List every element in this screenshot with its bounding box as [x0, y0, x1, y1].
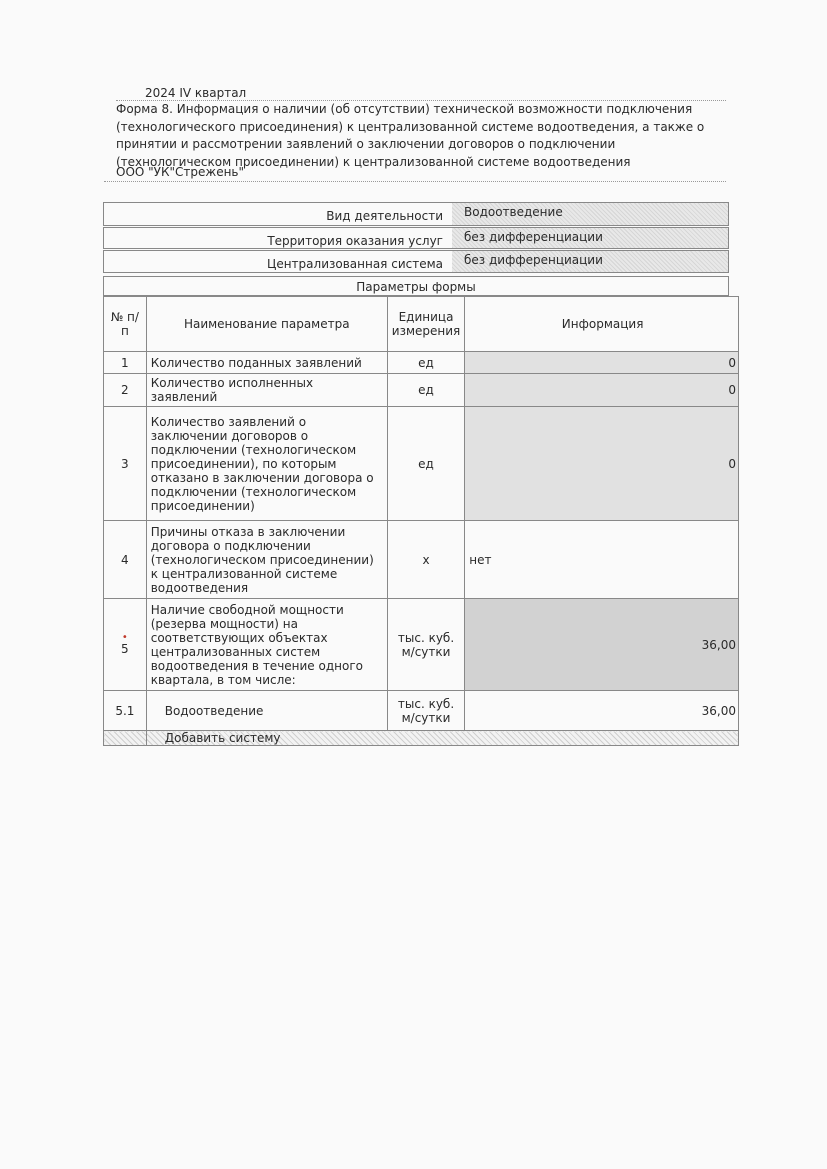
- attribute-label: Территория оказания услуг: [267, 234, 443, 248]
- attribute-label: Централизованная система: [267, 257, 443, 271]
- row-name: Количество поданных заявлений: [146, 352, 387, 374]
- row-name: Количество исполненных заявлений: [146, 374, 387, 407]
- attribute-row-territory: [103, 227, 729, 249]
- red-mark-icon: •: [121, 631, 128, 643]
- attribute-label: Вид деятельности: [326, 209, 443, 223]
- row-unit: ед: [387, 374, 464, 407]
- row-num: 2: [104, 374, 147, 407]
- col-header-info: Информация: [465, 297, 739, 352]
- row-info[interactable]: 0: [465, 407, 739, 521]
- row-num: 1: [104, 352, 147, 374]
- table-row: [104, 691, 739, 731]
- attribute-value[interactable]: Водоотведение: [452, 203, 728, 225]
- row-info[interactable]: нет: [465, 521, 739, 599]
- row-name: Причины отказа в заключении договора о подключении (технологическом присоединении) к централизованной системе водоотведения: [146, 521, 387, 599]
- row-num: 4: [104, 521, 147, 599]
- table-row: [104, 407, 739, 521]
- attribute-value[interactable]: без дифференциации: [452, 251, 728, 272]
- row-num: 3: [104, 407, 147, 521]
- table-row: [104, 374, 739, 407]
- organization-divider: [104, 181, 726, 182]
- add-system-label[interactable]: Добавить систему: [164, 731, 281, 745]
- row-num-cell: [104, 599, 147, 691]
- row-unit: х: [387, 521, 464, 599]
- col-header-num: № п/п: [104, 297, 147, 352]
- form-title: Форма 8. Информация о наличии (об отсутствии) технической возможности подключения (технологического присоединения) к централизованной системе водоотведения, а также о принятии и рассмотрении заявлений о заключении договоров о подключении (технологическом присоединении) к централизованной системе водоотведения: [116, 100, 726, 161]
- row-num: 5.1: [104, 691, 147, 731]
- row-unit: тыс. куб. м/сутки: [387, 691, 464, 731]
- row-info[interactable]: 0: [465, 374, 739, 407]
- row-unit: ед: [387, 352, 464, 374]
- row-unit: ед: [387, 407, 464, 521]
- attribute-row-activity: [103, 202, 729, 226]
- attribute-value[interactable]: без дифференциации: [452, 228, 728, 248]
- row-info[interactable]: 36,00: [465, 599, 739, 691]
- organization: ООО "УК"Стрежень": [116, 165, 245, 179]
- add-system-button[interactable]: [146, 731, 738, 746]
- table-header-row: [104, 297, 739, 352]
- col-header-unit: Единица измерения: [387, 297, 464, 352]
- period: 2024 IV квартал: [145, 86, 247, 100]
- col-header-name: Наименование параметра: [146, 297, 387, 352]
- row-info[interactable]: 0: [465, 352, 739, 374]
- row-name: Количество заявлений о заключении договоров о подключении (технологическом присоединении), по которым отказано в заключении договора о подключении (технологическом присоединении): [146, 407, 387, 521]
- params-title-row: [103, 276, 729, 296]
- row-name: Наличие свободной мощности (резерва мощности) на соответствующих объектах централизованных систем водоотведения в течение одного квартала, в том числе:: [146, 599, 387, 691]
- table-row: [104, 352, 739, 374]
- attribute-row-system: [103, 250, 729, 273]
- row-name: Водоотведение: [146, 691, 387, 731]
- add-system-row: [104, 731, 739, 746]
- table-row: [104, 599, 739, 691]
- row-num: 5: [121, 641, 129, 656]
- add-system-spacer: [104, 731, 147, 746]
- row-unit: тыс. куб. м/сутки: [387, 599, 464, 691]
- row-info[interactable]: 36,00: [465, 691, 739, 731]
- table-row: [104, 521, 739, 599]
- parameters-table: [103, 296, 739, 746]
- params-title: Параметры формы: [356, 280, 476, 294]
